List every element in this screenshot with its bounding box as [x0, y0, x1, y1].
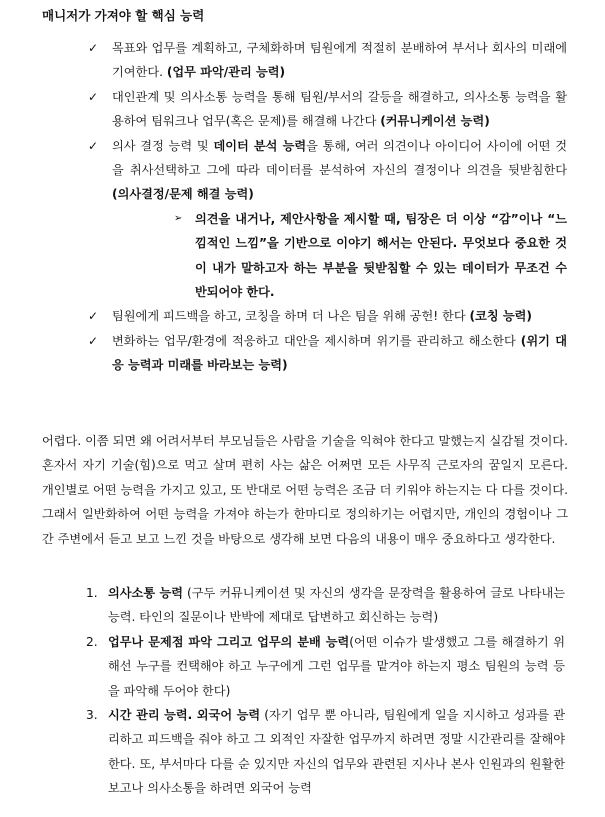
section-title: 매니저가 가져야 할 핵심 능력	[42, 8, 205, 23]
sub-note-text: 의견을 내거나, 제안사항을 제시할 때, 팀장은 더 이상 “감”이나 “느낌적인 느낌”을 기반으로 이야기 해서는 안된다. 무엇보다 중요한 것이 내가 말하고자 하는 부분을 뒷받침할 수 있는 데이터가 무조건 수반되어야 한다.	[195, 211, 567, 300]
checklist-item	[0, 36, 605, 85]
item-text: 변화하는 업무/환경에 적응하고 대안을 제시하며 위기를 관리하고 해소한다	[112, 333, 521, 348]
item-text: 을 통해, 여러 의견이나 아이디어 사이에 어떤 것을 취사선택하고 그에 따라 데이터를 분석하여 자신의 결정이나 의견을 뒷받침한다	[112, 138, 567, 178]
item-skill-label: (업무 파악/관리 능력)	[166, 65, 286, 80]
numbered-skill-list	[0, 581, 605, 801]
skill-name: 업무나 문제점 파악 그리고 업무의 분배 능력	[108, 634, 350, 649]
item-text: 목표와 업무를 계획하고, 구체화하며 팀원에게 적절히 분배하여 부서나 회사의 미래에 기여한다.	[112, 41, 567, 80]
numbered-item	[0, 703, 605, 801]
item-skill-label: (커뮤니케이션 능력)	[380, 114, 490, 129]
checklist-item	[0, 85, 605, 134]
item-skill-label: (코칭 능력)	[469, 309, 532, 324]
item-text: 팀원에게 피드백을 하고, 코칭을 하며 더 나은 팀을 위해 공헌! 한다	[112, 309, 470, 324]
skill-description: (자기 업무 뿐 아니라, 팀원에게 일을 지시하고 성과를 관리하고 피드백을 줘야 하고 그 외적인 자잘한 업무까지 하려면 정말 시간관리를 잘해야 한다. 또, 부서마다 다를 순 있지만 자신의 업무와 관련된 지사나 본사 인원과의 원활한 보고나 의사소통을 하려면 외국어 능력	[108, 708, 565, 796]
checklist-item	[0, 304, 605, 328]
item-skill-label: (위기 대응 능력과 미래를 바라보는 능력)	[112, 333, 567, 373]
checklist-item	[0, 134, 605, 207]
body-paragraph: 어렵다. 이쯤 되면 왜 어려서부터 부모님들은 사람을 기술을 익혀야 한다고 말했는지 실감될 것이다. 혼자서 자기 기술(힘)으로 먹고 살며 편히 사는 삶은 어쩌면 모든 사무직 근로자의 꿈일지 모른다. 개인별로 어떤 능력을 가지고 있고, 또 반대로 어떤 능력은 조금 더 키워야 하는지는 다 다를 것이다. 그래서 일반화하여 어떤 능력을 가져야 하는가 한마디로 정의하기는 어렵지만, 개인의 경험이나 그 간 주변에서 듣고 보고 느낀 것을 바탕으로 생각해 보면 다음의 내용이 매우 중요하다고 생각한다.	[42, 434, 568, 546]
skill-name: 의사소통 능력	[108, 586, 183, 600]
check-icon: ✓	[88, 138, 99, 153]
check-icon: ✓	[88, 333, 99, 348]
checklist-item	[0, 329, 605, 378]
list-number: 2.	[86, 634, 98, 649]
item-emphasis: 데이터 분석 능력	[213, 138, 307, 153]
sub-note-item	[0, 207, 605, 305]
list-number: 3.	[86, 708, 98, 723]
item-skill-label: (의사결정/문제 해결 능력)	[112, 187, 254, 202]
skill-name: 시간 관리 능력. 외국어 능력	[108, 708, 261, 723]
item-text: 대인관계 및 의사소통 능력을 통해 팀원/부서의 갈등을 해결하고, 의사소통 능력을 활용하여 팀워크나 업무(혹은 문제)를 해결해 나간다	[112, 89, 567, 129]
check-icon: ✓	[88, 309, 99, 324]
check-icon: ✓	[88, 41, 99, 55]
skill-description: (구두 커뮤니케이션 및 자신의 생각을 문장력을 활용하여 글로 나타내는 능력. 타인의 질문이나 반박에 제대로 답변하고 회신하는 능력)	[108, 586, 565, 625]
arrow-bullet-icon: ➢	[174, 212, 183, 224]
numbered-item	[0, 581, 605, 630]
skill-description: (어떤 이슈가 발생했고 그를 해결하기 위해선 누구를 컨택해야 하고 누구에게 그런 업무를 맡겨야 하는지 평소 팀원의 능력 등을 파악해 두어야 한다)	[108, 634, 565, 698]
item-text-prefix: 의사 결정 능력 및	[112, 138, 214, 153]
list-number: 1.	[86, 586, 98, 600]
core-skills-checklist	[0, 36, 605, 378]
check-icon: ✓	[88, 89, 99, 104]
numbered-item	[0, 630, 605, 703]
